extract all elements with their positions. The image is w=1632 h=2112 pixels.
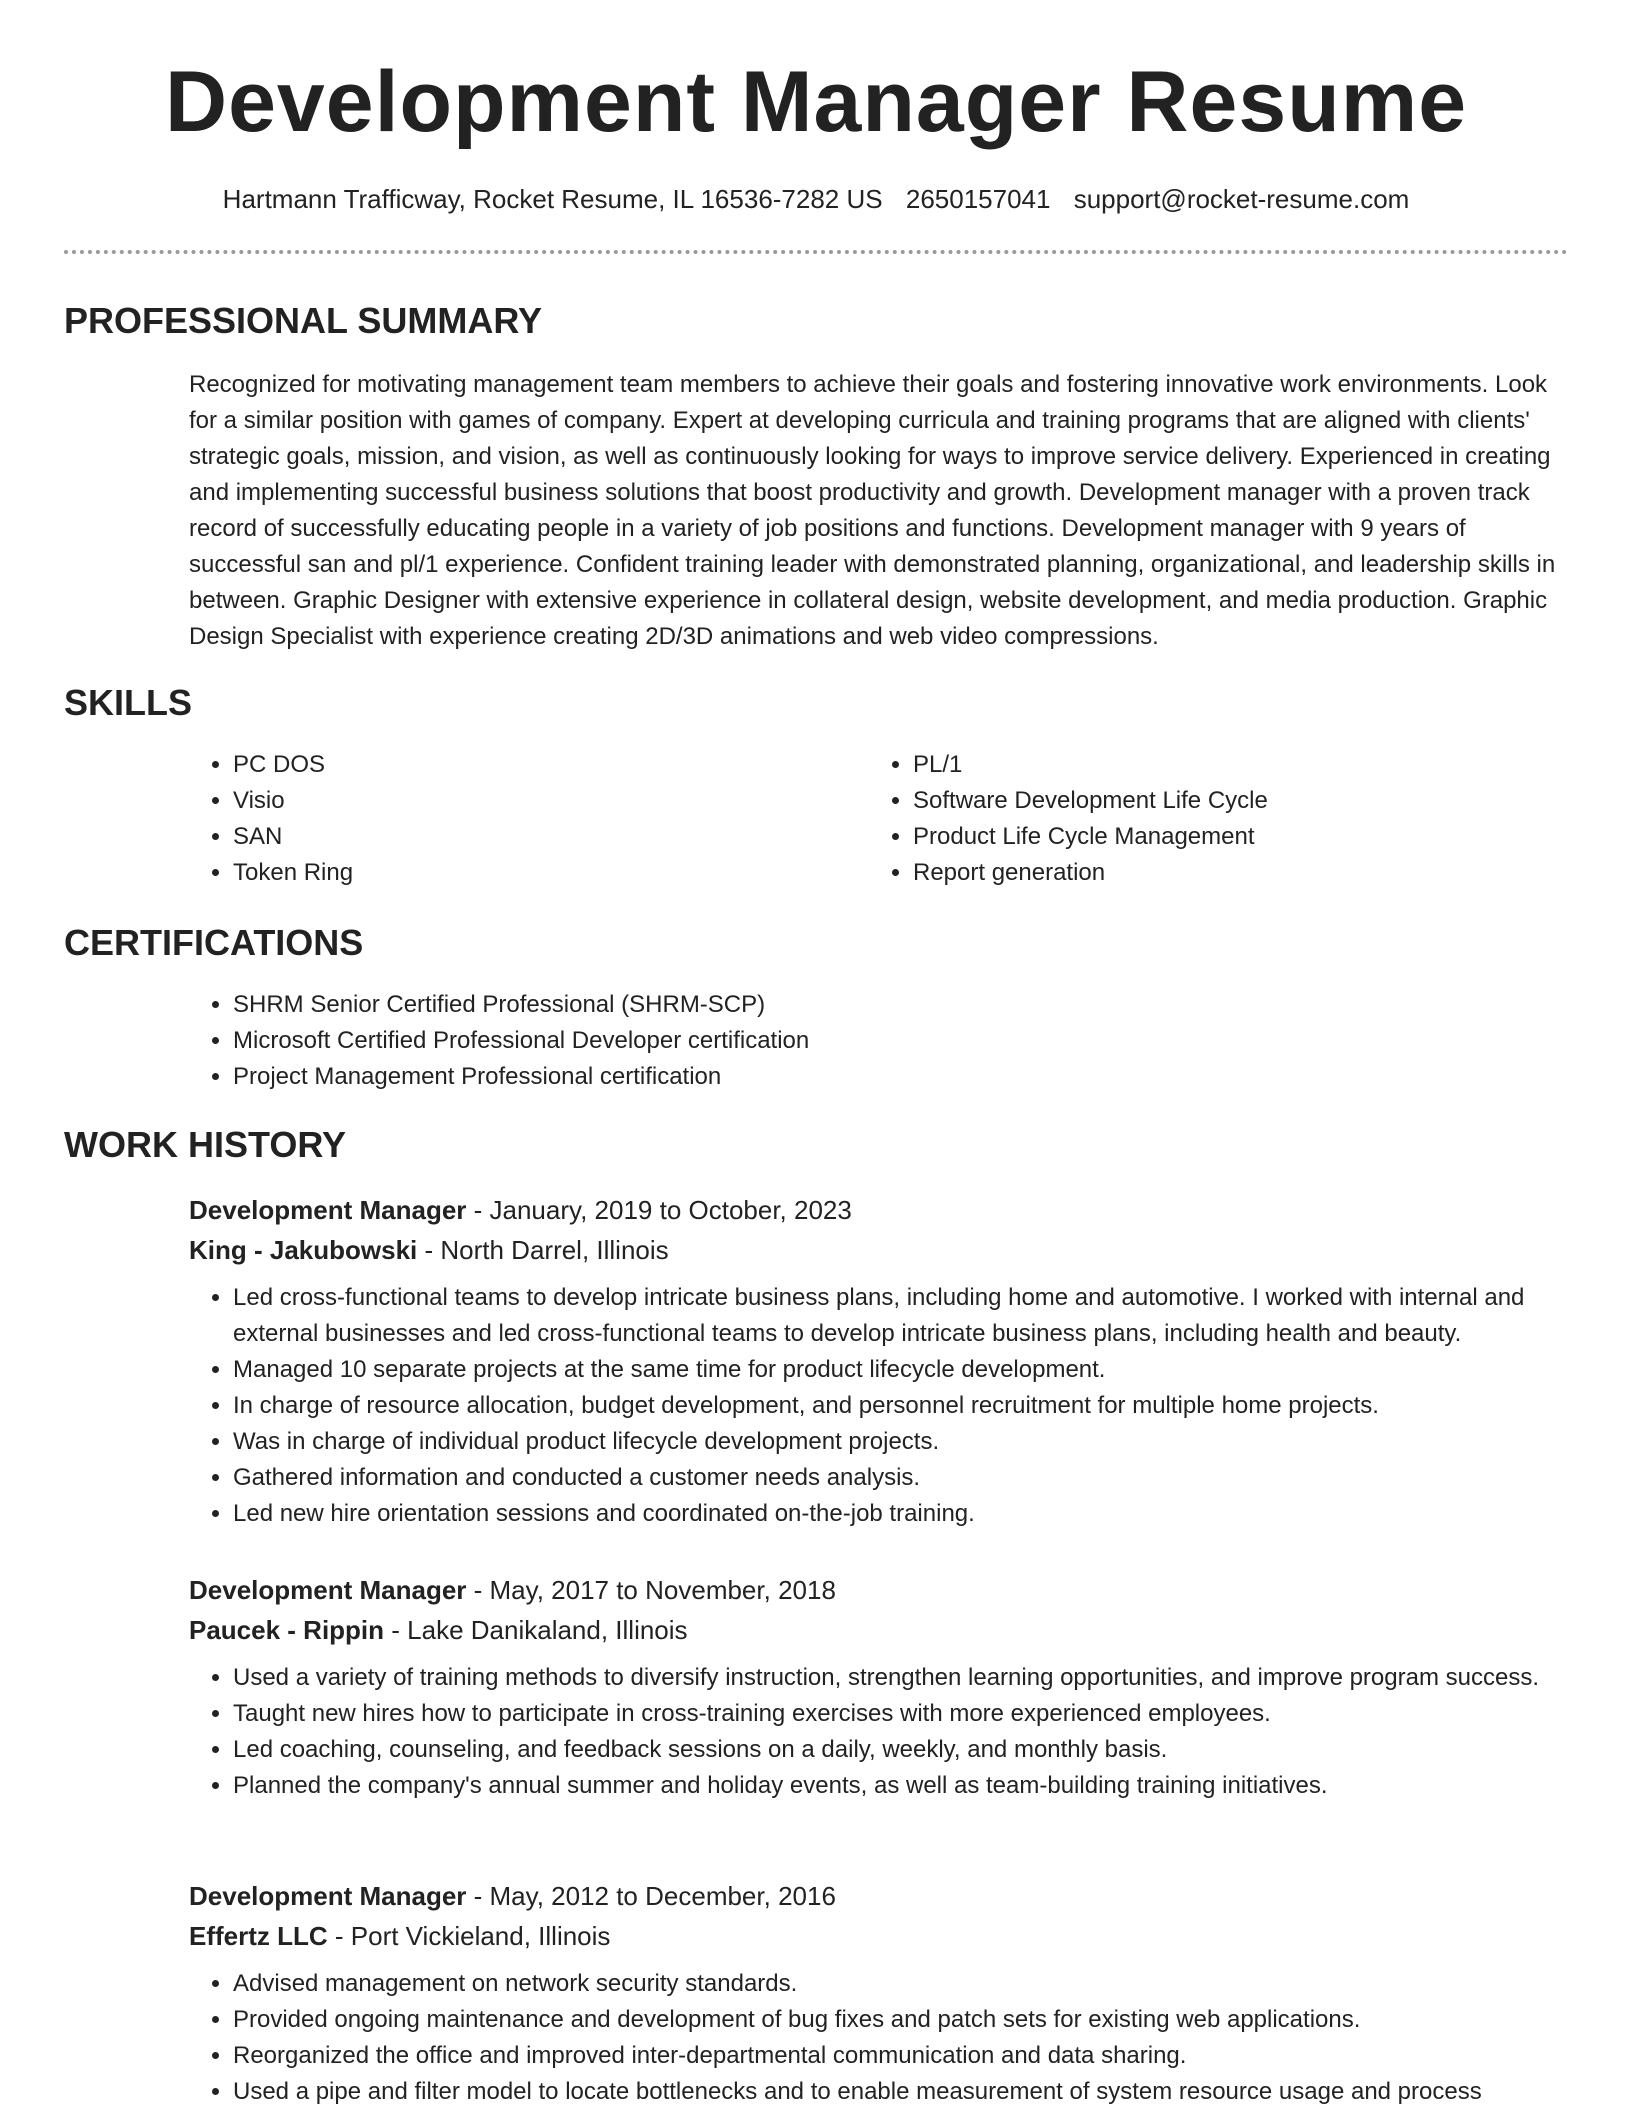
- job-title: Development Manager: [189, 1575, 467, 1605]
- contact-phone: 2650157041: [905, 184, 1051, 214]
- job-bullet: • Reorganized the office and improved inter-departmental communication and data sharing.: [233, 2038, 1571, 2074]
- skill-item: • Visio: [233, 783, 849, 819]
- job-bullet: • Taught new hires how to participate in cross-training exercises with more experienced employees.: [233, 1696, 1571, 1732]
- skill-item: • Product Life Cycle Management: [913, 819, 1569, 855]
- job-entry: [189, 1876, 1571, 2110]
- job-location: - Port Vickieland, Illinois: [327, 1921, 611, 1951]
- job-bullet: • Led new hire orientation sessions and coordinated on-the-job training.: [233, 1496, 1571, 1532]
- job-bullet: • Managed 10 separate projects at the same time for product lifecycle development.: [233, 1352, 1571, 1388]
- skills-left-list: [189, 747, 849, 891]
- contact-line: [0, 181, 1632, 217]
- job-bullet: • Was in charge of individual product lifecycle development projects.: [233, 1424, 1571, 1460]
- skill-item: • PC DOS: [233, 747, 849, 783]
- job-company: King - Jakubowski: [189, 1235, 418, 1265]
- header-divider: [64, 250, 1568, 254]
- job-bullet-list: [189, 1660, 1571, 1804]
- job-bullet: • Led coaching, counseling, and feedback sessions on a daily, weekly, and monthly basis.: [233, 1732, 1571, 1768]
- work-history-heading: WORK HISTORY: [64, 1124, 347, 1165]
- job-bullet: • Planned the company's annual summer and holiday events, as well as team-building training initiatives.: [233, 1768, 1571, 1804]
- job-company: Effertz LLC: [189, 1921, 328, 1951]
- job-bullet-list: [189, 1966, 1571, 2110]
- job-bullet: • Used a variety of training methods to diversify instruction, strengthen learning opportunities, and improve program success.: [233, 1660, 1571, 1696]
- summary-heading: PROFESSIONAL SUMMARY: [64, 300, 543, 341]
- skills-right-list: [869, 747, 1569, 891]
- certification-item: • Project Management Professional certification: [233, 1059, 809, 1095]
- certification-item: • SHRM Senior Certified Professional (SHRM-SCP): [233, 987, 809, 1023]
- job-bullet: • Led cross-functional teams to develop intricate business plans, including home and automotive. I worked with internal and external businesses and led cross-functional teams to develop intricate business plans, including health and beauty.: [233, 1280, 1571, 1352]
- skill-item: • Report generation: [913, 855, 1569, 891]
- job-company: Paucek - Rippin: [189, 1615, 385, 1645]
- job-title: Development Manager: [189, 1881, 467, 1911]
- job-bullet: • In charge of resource allocation, budget development, and personnel recruitment for multiple home projects.: [233, 1388, 1571, 1424]
- skills-right-column: [869, 747, 1569, 891]
- skill-item: • Software Development Life Cycle: [913, 783, 1569, 819]
- job-company-line: [189, 1230, 1571, 1270]
- certifications-heading: CERTIFICATIONS: [64, 922, 364, 963]
- job-dates: - May, 2012 to December, 2016: [466, 1881, 836, 1911]
- job-bullet: • Advised management on network security standards.: [233, 1966, 1571, 2002]
- job-entry: [189, 1570, 1571, 1804]
- job-company-line: [189, 1916, 1571, 1956]
- contact-email: support@rocket-resume.com: [1073, 184, 1410, 214]
- job-bullet: • Provided ongoing maintenance and development of bug fixes and patch sets for existing web applications.: [233, 2002, 1571, 2038]
- job-title-line: [189, 1876, 1571, 1916]
- job-title-line: [189, 1190, 1571, 1230]
- job-bullet: • Gathered information and conducted a customer needs analysis.: [233, 1460, 1571, 1496]
- skill-item: • Token Ring: [233, 855, 849, 891]
- skills-heading: SKILLS: [64, 682, 193, 723]
- certifications-block: [189, 987, 809, 1095]
- job-entry: [189, 1190, 1571, 1532]
- job-dates: - May, 2017 to November, 2018: [466, 1575, 836, 1605]
- job-dates: - January, 2019 to October, 2023: [466, 1195, 852, 1225]
- summary-text: Recognized for motivating management team members to achieve their goals and fostering innovative work environments. Look for a similar position with games of company. Expert at developing curricula and training programs that are aligned with clients' strategic goals, mission, and vision, as well as continuously looking for ways to improve service delivery. Experienced in creating and implementing successful business solutions that boost productivity and growth. Development manager with a proven track record of successfully educating people in a variety of job positions and functions. Development manager with 9 years of successful san and pl/1 experience. Confident training leader with demonstrated planning, organizational, and leadership skills in between. Graphic Designer with extensive experience in collateral design, website development, and media production. Graphic Design Specialist with experience creating 2D/3D animations and web video compressions.: [189, 371, 1556, 650]
- job-title-line: [189, 1570, 1571, 1610]
- skill-item: • PL/1: [913, 747, 1569, 783]
- job-location: - North Darrel, Illinois: [417, 1235, 669, 1265]
- job-company-line: [189, 1610, 1571, 1650]
- contact-address: Hartmann Trafficway, Rocket Resume, IL 16536-7282 US: [222, 184, 883, 214]
- skill-item: • SAN: [233, 819, 849, 855]
- resume-title: Development Manager Resume: [164, 54, 1468, 150]
- job-title: Development Manager: [189, 1195, 467, 1225]
- certifications-list: [189, 987, 809, 1095]
- job-bullet-list: [189, 1280, 1571, 1532]
- job-location: - Lake Danikaland, Illinois: [384, 1615, 688, 1645]
- skills-left-column: [189, 747, 849, 891]
- certification-item: • Microsoft Certified Professional Developer certification: [233, 1023, 809, 1059]
- job-bullet: • Used a pipe and filter model to locate bottlenecks and to enable measurement of system resource usage and process: [233, 2074, 1571, 2110]
